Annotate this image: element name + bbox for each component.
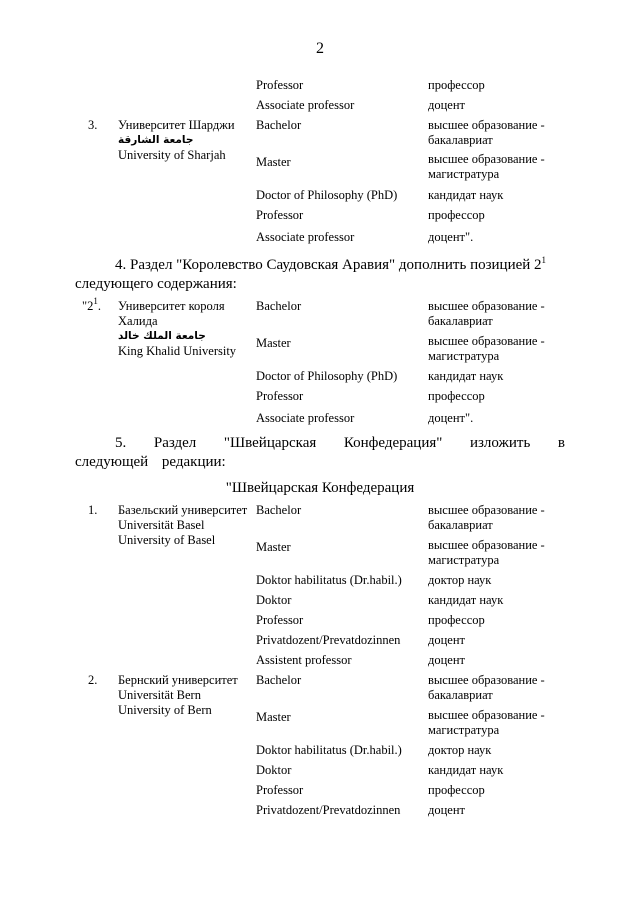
table-switzerland xyxy=(88,503,578,823)
table-king-khalid xyxy=(82,296,578,431)
paragraph-4-text-end: следующего содержания: xyxy=(75,276,237,292)
degree-cell: Doctor of Philosophy (PhD) xyxy=(256,369,398,383)
table-row xyxy=(88,118,578,152)
row-number: 3. xyxy=(88,118,98,132)
table-row xyxy=(88,783,578,803)
degree-cell: Privatdozent/Prevatdozinnen xyxy=(256,633,401,647)
degree-cell: Master xyxy=(256,710,291,724)
row-number: "$2^1$. xyxy=(82,296,101,313)
degree-ru-cell: доцент". xyxy=(428,230,474,244)
degree-cell: Privatdozent/Prevatdozinnen xyxy=(256,803,401,817)
paragraph-4-text: 4. Раздел "Королевство Саудовская Аравия" дополнить позицией 2 xyxy=(115,257,542,273)
university-name: Бернский университет Universität Bern University of Bern xyxy=(118,673,238,717)
paragraph-5-text: 5. Раздел "Швейцарская Конфедерация" изложить в следующей редакции: xyxy=(75,435,565,470)
table-row xyxy=(88,613,578,633)
degree-ru-cell: высшее образование - магистратура xyxy=(428,152,545,181)
degree-ru-cell: кандидат наук xyxy=(428,188,504,202)
degree-cell: Bachelor xyxy=(256,118,302,132)
degree-ru-cell: доцент". xyxy=(428,411,474,425)
university-name-ru: Университет Шарджи xyxy=(118,118,235,132)
table-row xyxy=(88,653,578,673)
university-name-en: King Khalid University xyxy=(118,344,237,358)
university-name xyxy=(118,299,256,369)
table-row xyxy=(88,573,578,593)
table-row xyxy=(88,743,578,763)
table-row xyxy=(82,369,578,389)
degree-ru-cell: высшее образование - магистратура xyxy=(428,538,545,567)
table-row xyxy=(82,389,578,411)
university-name: Базельский университет Universität Basel University of Basel xyxy=(118,503,248,547)
university-name-ru: Университет короля Халида xyxy=(118,299,225,328)
degree-ru-cell: профессор xyxy=(428,783,485,797)
degree-ru-cell: кандидат наук xyxy=(428,369,504,383)
degree-ru-cell: профессор xyxy=(428,208,485,222)
table-row xyxy=(88,98,578,118)
degree-cell: Professor xyxy=(256,389,304,403)
degree-ru-cell: высшее образование - бакалавриат xyxy=(428,503,545,532)
degree-cell: Bachelor xyxy=(256,503,302,517)
paragraph-5 xyxy=(75,434,565,472)
degree-cell: Master xyxy=(256,540,291,554)
table-row xyxy=(88,593,578,613)
degree-cell: Doktor habilitatus (Dr.habil.) xyxy=(256,743,402,757)
degree-cell: Professor xyxy=(256,613,304,627)
degree-cell: Doktor habilitatus (Dr.habil.) xyxy=(256,573,402,587)
university-name xyxy=(118,118,256,188)
degree-ru-cell: кандидат наук xyxy=(428,763,504,777)
degree-cell: Assistent professor xyxy=(256,653,352,667)
page-number: 2 xyxy=(316,40,324,57)
degree-ru-cell: доцент xyxy=(428,803,465,817)
degree-cell: Doktor xyxy=(256,763,292,777)
row-number: 2. xyxy=(88,673,98,687)
degree-cell: Master xyxy=(256,336,291,350)
degree-cell: Doctor of Philosophy (PhD) xyxy=(256,188,398,202)
table-row xyxy=(88,633,578,653)
degree-ru-cell: высшее образование - бакалавриат xyxy=(428,673,545,702)
degree-ru-cell: доцент xyxy=(428,633,465,647)
degree-cell: Associate professor xyxy=(256,98,355,112)
table-row xyxy=(88,763,578,783)
degree-ru-cell: доктор наук xyxy=(428,573,492,587)
degree-ru-cell: доцент xyxy=(428,653,465,667)
table-row xyxy=(88,230,578,250)
degree-ru-cell: профессор xyxy=(428,78,485,92)
table-sharjah xyxy=(88,78,578,250)
university-name-ar: جامعة الشارقة xyxy=(118,134,194,146)
degree-ru-cell: высшее образование - магистратура xyxy=(428,708,545,737)
degree-ru-cell: кандидат наук xyxy=(428,593,504,607)
degree-cell: Associate professor xyxy=(256,230,355,244)
degree-ru-cell: высшее образование - магистратура xyxy=(428,334,545,363)
degree-ru-cell: высшее образование - бакалавриат xyxy=(428,299,545,328)
degree-ru-cell: высшее образование - бакалавриат xyxy=(428,118,545,147)
table-row xyxy=(88,503,578,538)
row-number: 1. xyxy=(88,503,98,517)
table-row xyxy=(88,673,578,708)
degree-cell: Associate professor xyxy=(256,411,355,425)
degree-cell: Bachelor xyxy=(256,299,302,313)
table-row xyxy=(88,208,578,230)
table-row xyxy=(88,803,578,823)
degree-ru-cell: профессор xyxy=(428,613,485,627)
degree-ru-cell: профессор xyxy=(428,389,485,403)
table-row xyxy=(82,411,578,431)
table-row xyxy=(88,188,578,208)
degree-cell: Doktor xyxy=(256,593,292,607)
table-row xyxy=(88,78,578,98)
degree-cell: Professor xyxy=(256,208,304,222)
university-name-en: University of Sharjah xyxy=(118,148,226,162)
degree-cell: Professor xyxy=(256,783,304,797)
paragraph-4 xyxy=(75,256,565,294)
degree-cell: Bachelor xyxy=(256,673,302,687)
university-name-ar: جامعة الملك خالد xyxy=(118,330,206,342)
degree-cell: Professor xyxy=(256,78,304,92)
section-heading: "Швейцарская Конфедерация xyxy=(225,480,415,496)
table-row xyxy=(82,299,578,334)
degree-ru-cell: доцент xyxy=(428,98,465,112)
degree-cell: Master xyxy=(256,155,291,169)
degree-ru-cell: доктор наук xyxy=(428,743,492,757)
superscript: 1 xyxy=(541,255,547,265)
